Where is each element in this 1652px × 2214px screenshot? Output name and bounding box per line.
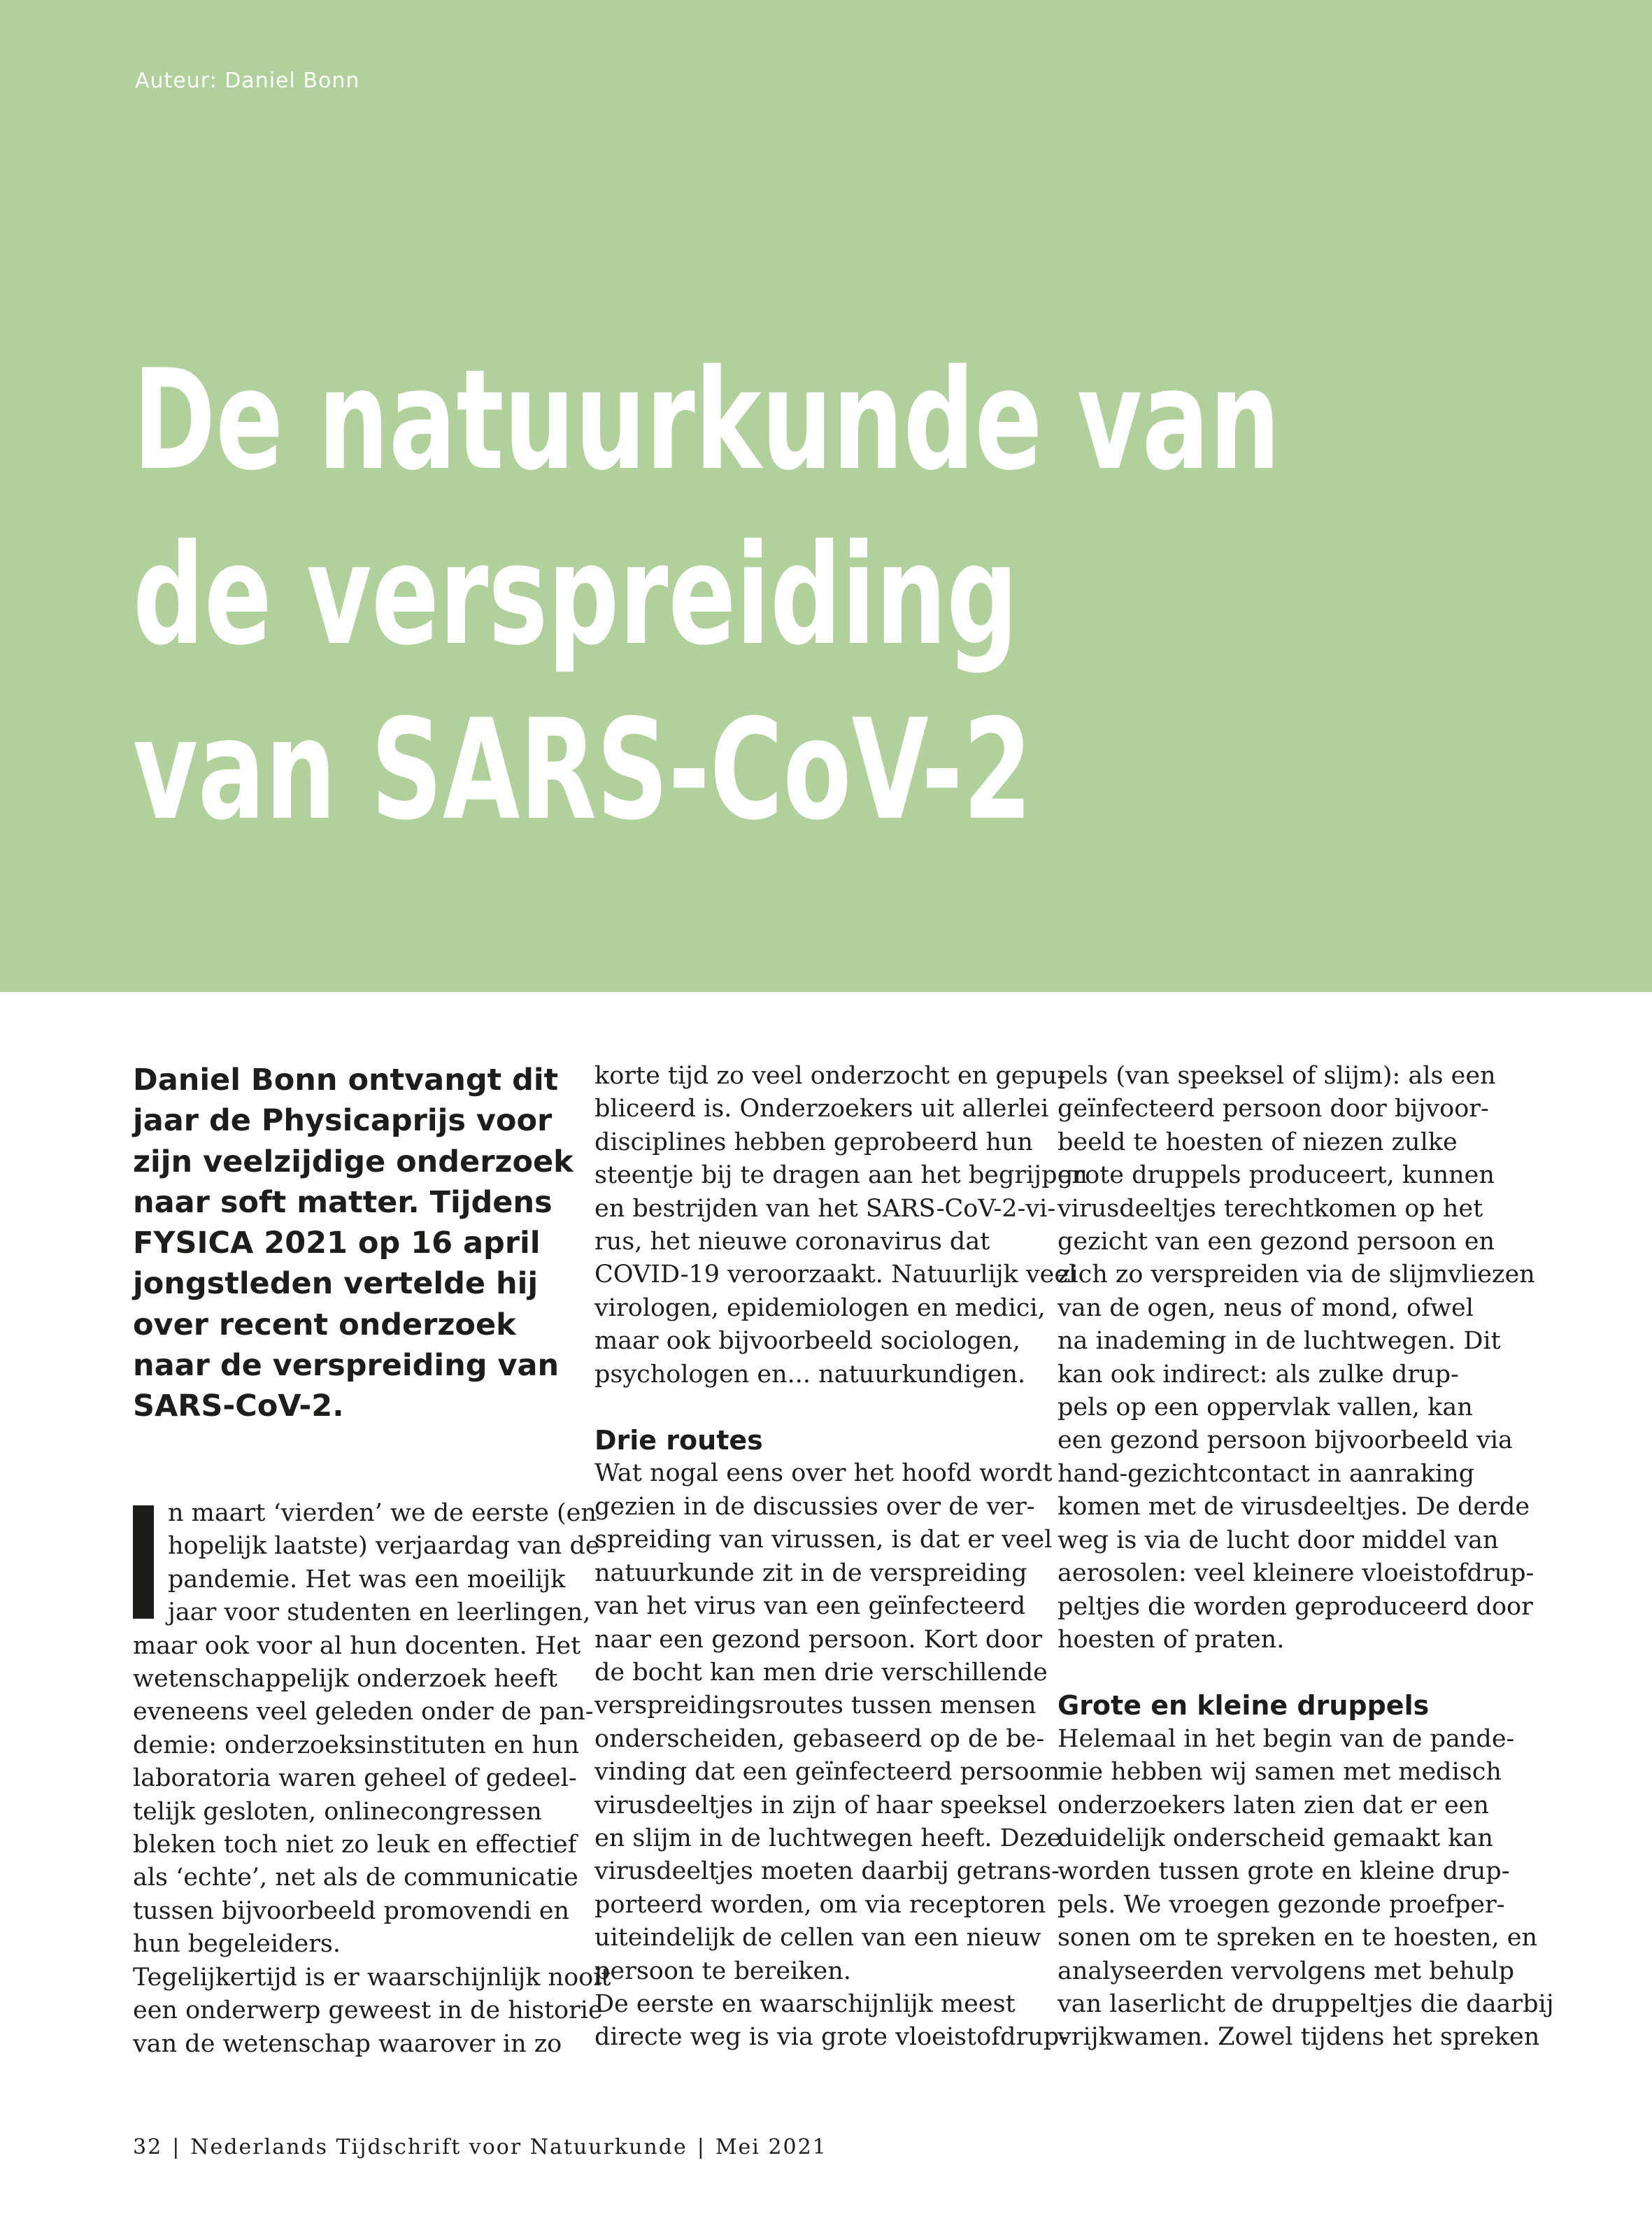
title-banner bbox=[0, 0, 1652, 992]
body-line: virusdeeltjes terechtkomen op het bbox=[1058, 1194, 1483, 1223]
body-line: pels op een oppervlak vallen, kan bbox=[1058, 1393, 1473, 1422]
body-line: tussen bijvoorbeeld promovendi en bbox=[133, 1896, 570, 1925]
body-line: jaar voor studenten en leerlingen, bbox=[168, 1598, 591, 1627]
body-line: en slijm in de luchtwegen heeft. Deze bbox=[594, 1824, 1062, 1852]
body-line: hopelijk laatste) verjaardag van de bbox=[168, 1532, 600, 1561]
body-line: bleken toch niet zo leuk en effectief bbox=[133, 1831, 577, 1859]
issue-date: Mei 2021 bbox=[715, 2135, 827, 2159]
body-line: van de wetenschap waarover in zo bbox=[133, 2029, 562, 2058]
lead-line: jongstleden vertelde hij bbox=[133, 1266, 539, 1302]
body-line: onderzoekers laten zien dat er een bbox=[1058, 1791, 1489, 1819]
body-line: een gezond persoon bijvoorbeeld via bbox=[1058, 1426, 1513, 1455]
body-line: beeld te hoesten of niezen zulke bbox=[1058, 1128, 1458, 1156]
body-line: porteerd worden, om via receptoren bbox=[594, 1890, 1046, 1919]
page-footer bbox=[133, 2135, 827, 2159]
body-line: psychologen en... natuurkundigen. bbox=[594, 1360, 1026, 1389]
body-line: mie hebben wij samen met medisch bbox=[1058, 1758, 1502, 1787]
column-3-body bbox=[1058, 1060, 1554, 2055]
body-line: wetenschappelijk onderzoek heeft bbox=[133, 1665, 558, 1694]
body-line: maar ook bijvoorbeeld sociologen, bbox=[594, 1327, 1020, 1356]
body-line: Helemaal in het begin van de pande- bbox=[1058, 1724, 1515, 1753]
lead-line: jaar de Physicaprijs voor bbox=[133, 1103, 553, 1139]
lead-paragraph bbox=[133, 1060, 581, 1427]
body-line: worden tussen grote en kleine drup- bbox=[1058, 1857, 1510, 1886]
lead-line: FYSICA 2021 op 16 april bbox=[133, 1226, 541, 1261]
body-line: Wat nogal eens over het hoofd wordt bbox=[594, 1459, 1053, 1488]
body-line: van het virus van een geïnfecteerd bbox=[594, 1592, 1026, 1621]
body-line: Tegelijkertijd is er waarschijnlijk nooit bbox=[133, 1963, 611, 1992]
body-line: virusdeeltjes in zijn of haar speeksel bbox=[594, 1791, 1048, 1819]
body-line: sonen om te spreken en te hoesten, en bbox=[1058, 1924, 1538, 1952]
column-2-body bbox=[594, 1060, 1088, 2055]
body-line: na inademing in de luchtwegen. Dit bbox=[1058, 1327, 1501, 1356]
body-line: als ‘echte’, net als de communicatie bbox=[133, 1864, 578, 1892]
body-line: hand-gezichtcontact in aanraking bbox=[1058, 1459, 1475, 1488]
body-line: COVID-19 veroorzaakt. Natuurlijk veel bbox=[594, 1261, 1077, 1289]
body-line: analyseerden vervolgens met behulp bbox=[1058, 1957, 1515, 1985]
body-line: gezien in de discussies over de ver- bbox=[594, 1492, 1035, 1521]
body-line: naar een gezond persoon. Kort door bbox=[594, 1625, 1043, 1654]
body-line: pels. We vroegen gezonde proefper- bbox=[1058, 1890, 1505, 1919]
lead-line: over recent onderzoek bbox=[133, 1307, 516, 1342]
body-line: telijk gesloten, onlinecongressen bbox=[133, 1797, 542, 1826]
body-line: geïnfecteerd persoon door bijvoor- bbox=[1058, 1095, 1489, 1123]
body-line: vrijkwamen. Zowel tijdens het spreken bbox=[1058, 2023, 1540, 2052]
body-line: van de ogen, neus of mond, ofwel bbox=[1058, 1293, 1474, 1322]
body-line: zich zo verspreiden via de slijmvliezen bbox=[1058, 1261, 1535, 1289]
body-line: een onderwerp geweest in de historie bbox=[133, 1996, 603, 2025]
body-line: natuurkunde zit in de verspreiding bbox=[594, 1559, 1027, 1587]
body-line: spreiding van virussen, is dat er veel bbox=[594, 1526, 1053, 1554]
body-line: de bocht kan men drie verschillende bbox=[594, 1658, 1048, 1687]
body-line: kan ook indirect: als zulke drup- bbox=[1058, 1360, 1459, 1389]
body-line: persoon te bereiken. bbox=[594, 1957, 851, 1985]
title-line: De natuurkunde van bbox=[133, 339, 1281, 501]
paragraph-gap bbox=[1058, 1656, 1491, 1689]
body-line: aerosolen: veel kleinere vloeistofdrup- bbox=[1058, 1559, 1534, 1588]
body-line: onderscheiden, gebaseerd op de be- bbox=[594, 1724, 1045, 1753]
body-line: weg is via de lucht door middel van bbox=[1058, 1526, 1499, 1554]
lead-line: naar soft matter. Tijdens bbox=[133, 1184, 553, 1220]
body-line: hoesten of praten. bbox=[1058, 1625, 1285, 1654]
lead-line: naar de verspreiding van bbox=[133, 1348, 560, 1384]
body-line: gezicht van een gezond persoon en bbox=[1058, 1228, 1495, 1256]
page-number: 32 bbox=[133, 2135, 163, 2159]
body-line: duidelijk onderscheid gemaakt kan bbox=[1058, 1824, 1493, 1852]
body-line: n maart ‘vierden’ we de eerste (en bbox=[168, 1499, 597, 1527]
body-line: laboratoria waren geheel of gedeel- bbox=[133, 1764, 577, 1793]
body-line: komen met de virusdeeltjes. De derde bbox=[1058, 1493, 1530, 1521]
body-line: korte tijd zo veel onderzocht en gepu- bbox=[594, 1062, 1066, 1090]
footer-divider: | bbox=[172, 2135, 181, 2159]
lead-line: SARS-CoV-2. bbox=[133, 1389, 344, 1424]
body-line: bliceerd is. Onderzoekers uit allerlei bbox=[594, 1095, 1049, 1123]
section-heading: Drie routes bbox=[594, 1425, 763, 1456]
article-title bbox=[133, 333, 1281, 858]
footer-divider: | bbox=[697, 2135, 706, 2159]
body-line: steentje bij te dragen aan het begrijpen bbox=[594, 1161, 1088, 1190]
body-line: uiteindelijk de cellen van een nieuw bbox=[594, 1924, 1041, 1952]
body-line: verspreidingsroutes tussen mensen bbox=[594, 1691, 1037, 1720]
body-line: pandemie. Het was een moeilijk bbox=[168, 1565, 566, 1594]
section-heading: Grote en kleine druppels bbox=[1058, 1690, 1430, 1722]
body-line: peltjes die worden geproduceerd door bbox=[1058, 1592, 1533, 1621]
lead-line: zijn veelzijdige onderzoek bbox=[133, 1144, 574, 1179]
paragraph-gap bbox=[594, 1391, 1028, 1424]
body-line: demie: onderzoeksinstituten en hun bbox=[133, 1731, 579, 1759]
body-line: maar ook voor al hun docenten. Het bbox=[133, 1631, 581, 1660]
body-line: directe weg is via grote vloeistofdrup- bbox=[594, 2023, 1068, 2052]
title-line: van SARS-CoV-2 bbox=[133, 689, 1032, 851]
body-line: hun begeleiders. bbox=[133, 1930, 341, 1959]
lead-line: Daniel Bonn ontvangt dit bbox=[133, 1063, 559, 1098]
body-line: disciplines hebben geprobeerd hun bbox=[594, 1128, 1033, 1156]
author-line: Auteur: Daniel Bonn bbox=[135, 69, 360, 93]
body-line: virusdeeltjes moeten daarbij getrans- bbox=[594, 1857, 1060, 1886]
body-line: pels (van speeksel of slijm): als een bbox=[1058, 1062, 1496, 1090]
journal-name: Nederlands Tijdschrift voor Natuurkunde bbox=[190, 2135, 688, 2159]
body-line: vinding dat een geïnfecteerd persoon bbox=[594, 1758, 1060, 1787]
body-line: rus, het nieuwe coronavirus dat bbox=[594, 1228, 990, 1256]
body-line: virologen, epidemiologen en medici, bbox=[594, 1293, 1046, 1322]
body-line: van laserlicht de druppeltjes die daarbij bbox=[1058, 1989, 1554, 2018]
body-line: grote druppels produceert, kunnen bbox=[1058, 1161, 1495, 1190]
body-line: De eerste en waarschijnlijk meest bbox=[594, 1989, 1016, 2018]
title-line: de verspreiding bbox=[133, 514, 1018, 676]
body-line: eveneens veel geleden onder de pan- bbox=[133, 1698, 594, 1726]
column-1-body bbox=[133, 1497, 611, 2061]
body-line: en bestrijden van het SARS-CoV-2-vi- bbox=[594, 1194, 1056, 1223]
